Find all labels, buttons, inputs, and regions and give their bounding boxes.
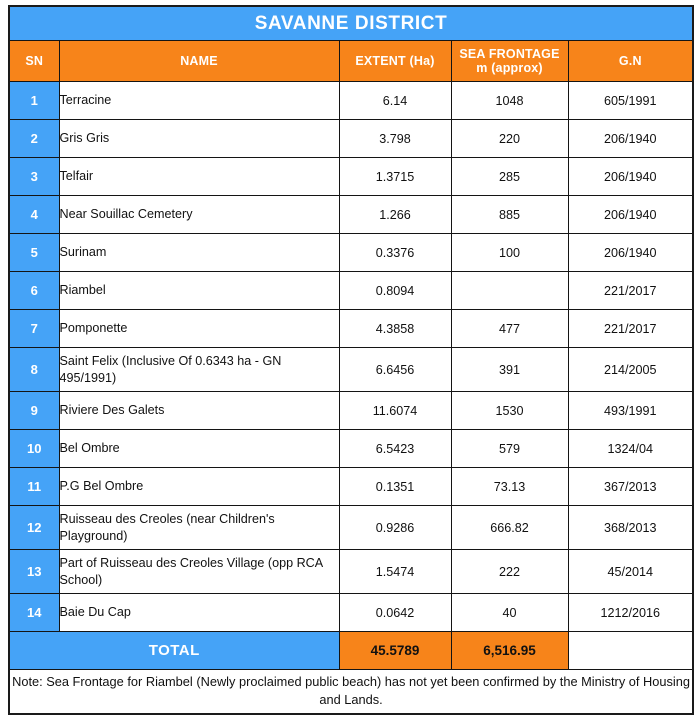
cell-gn: 214/2005 — [568, 348, 693, 392]
cell-gn: 493/1991 — [568, 392, 693, 430]
cell-extent: 0.3376 — [339, 234, 451, 272]
cell-extent: 3.798 — [339, 120, 451, 158]
cell-sea-frontage: 1530 — [451, 392, 568, 430]
table-row — [9, 310, 693, 348]
table-row — [9, 506, 693, 550]
cell-name: Saint Felix (Inclusive Of 0.6343 ha - GN 495/1991) — [59, 348, 339, 392]
cell-name: P.G Bel Ombre — [59, 468, 339, 506]
cell-name: Bel Ombre — [59, 430, 339, 468]
cell-sn: 2 — [9, 120, 59, 158]
cell-gn: 368/2013 — [568, 506, 693, 550]
cell-extent: 6.14 — [339, 82, 451, 120]
column-header-name: NAME — [59, 41, 339, 82]
table-title: SAVANNE DISTRICT — [9, 6, 693, 41]
cell-name: Surinam — [59, 234, 339, 272]
cell-sn: 14 — [9, 594, 59, 632]
cell-name: Ruisseau des Creoles (near Children's Playground) — [59, 506, 339, 550]
table-row — [9, 272, 693, 310]
cell-sn: 12 — [9, 506, 59, 550]
table-row — [9, 196, 693, 234]
cell-sn: 11 — [9, 468, 59, 506]
cell-extent: 11.6074 — [339, 392, 451, 430]
cell-gn: 221/2017 — [568, 272, 693, 310]
cell-name: Baie Du Cap — [59, 594, 339, 632]
cell-sn: 13 — [9, 550, 59, 594]
cell-name: Riambel — [59, 272, 339, 310]
cell-name: Terracine — [59, 82, 339, 120]
cell-name: Pomponette — [59, 310, 339, 348]
cell-sn: 4 — [9, 196, 59, 234]
cell-sea-frontage: 285 — [451, 158, 568, 196]
cell-gn: 206/1940 — [568, 234, 693, 272]
table-note: Note: Sea Frontage for Riambel (Newly proclaimed public beach) has not yet been confirmed by the Ministry of Housing and Lands. — [9, 670, 693, 714]
cell-gn: 45/2014 — [568, 550, 693, 594]
table-row — [9, 82, 693, 120]
table-row — [9, 120, 693, 158]
cell-extent: 1.5474 — [339, 550, 451, 594]
cell-gn: 367/2013 — [568, 468, 693, 506]
cell-sn: 9 — [9, 392, 59, 430]
cell-extent: 6.6456 — [339, 348, 451, 392]
total-extent: 45.5789 — [339, 632, 451, 670]
cell-sea-frontage: 73.13 — [451, 468, 568, 506]
column-header-sn: SN — [9, 41, 59, 82]
table-row — [9, 392, 693, 430]
cell-gn: 206/1940 — [568, 196, 693, 234]
cell-extent: 1.266 — [339, 196, 451, 234]
column-header-sea-frontage-line1: SEA FRONTAGE — [459, 46, 560, 61]
cell-gn: 221/2017 — [568, 310, 693, 348]
cell-name: Riviere Des Galets — [59, 392, 339, 430]
title-row — [9, 6, 693, 41]
cell-sea-frontage: 666.82 — [451, 506, 568, 550]
cell-sea-frontage — [451, 272, 568, 310]
cell-gn: 206/1940 — [568, 120, 693, 158]
cell-sn: 1 — [9, 82, 59, 120]
table-row — [9, 158, 693, 196]
column-header-sea-frontage-line2: m (approx) — [476, 61, 543, 75]
cell-sn: 3 — [9, 158, 59, 196]
cell-sn: 6 — [9, 272, 59, 310]
table-row — [9, 348, 693, 392]
cell-extent: 0.1351 — [339, 468, 451, 506]
cell-sn: 8 — [9, 348, 59, 392]
cell-sea-frontage: 1048 — [451, 82, 568, 120]
table-row — [9, 594, 693, 632]
total-sea-frontage: 6,516.95 — [451, 632, 568, 670]
savanne-district-table — [8, 5, 694, 715]
table-row — [9, 234, 693, 272]
cell-name: Telfair — [59, 158, 339, 196]
cell-sea-frontage: 222 — [451, 550, 568, 594]
cell-extent: 6.5423 — [339, 430, 451, 468]
cell-sn: 10 — [9, 430, 59, 468]
cell-extent: 0.9286 — [339, 506, 451, 550]
column-header-gn: G.N — [568, 41, 693, 82]
cell-sea-frontage: 220 — [451, 120, 568, 158]
table-row — [9, 430, 693, 468]
total-gn — [568, 632, 693, 670]
column-header-extent: EXTENT (Ha) — [339, 41, 451, 82]
table-row — [9, 550, 693, 594]
cell-name: Gris Gris — [59, 120, 339, 158]
total-label: TOTAL — [9, 632, 339, 670]
cell-sn: 5 — [9, 234, 59, 272]
cell-gn: 1324/04 — [568, 430, 693, 468]
cell-sea-frontage: 391 — [451, 348, 568, 392]
cell-gn: 1212/2016 — [568, 594, 693, 632]
total-row — [9, 632, 693, 670]
cell-extent: 4.3858 — [339, 310, 451, 348]
cell-sea-frontage: 579 — [451, 430, 568, 468]
note-row — [9, 670, 693, 714]
cell-name: Near Souillac Cemetery — [59, 196, 339, 234]
column-header-sea-frontage — [451, 41, 568, 82]
cell-sea-frontage: 40 — [451, 594, 568, 632]
cell-extent: 0.0642 — [339, 594, 451, 632]
table-row — [9, 468, 693, 506]
cell-sea-frontage: 885 — [451, 196, 568, 234]
cell-sea-frontage: 100 — [451, 234, 568, 272]
cell-extent: 1.3715 — [339, 158, 451, 196]
cell-sea-frontage: 477 — [451, 310, 568, 348]
cell-sn: 7 — [9, 310, 59, 348]
cell-extent: 0.8094 — [339, 272, 451, 310]
column-header-row — [9, 41, 693, 82]
cell-name: Part of Ruisseau des Creoles Village (opp RCA School) — [59, 550, 339, 594]
cell-gn: 605/1991 — [568, 82, 693, 120]
cell-gn: 206/1940 — [568, 158, 693, 196]
